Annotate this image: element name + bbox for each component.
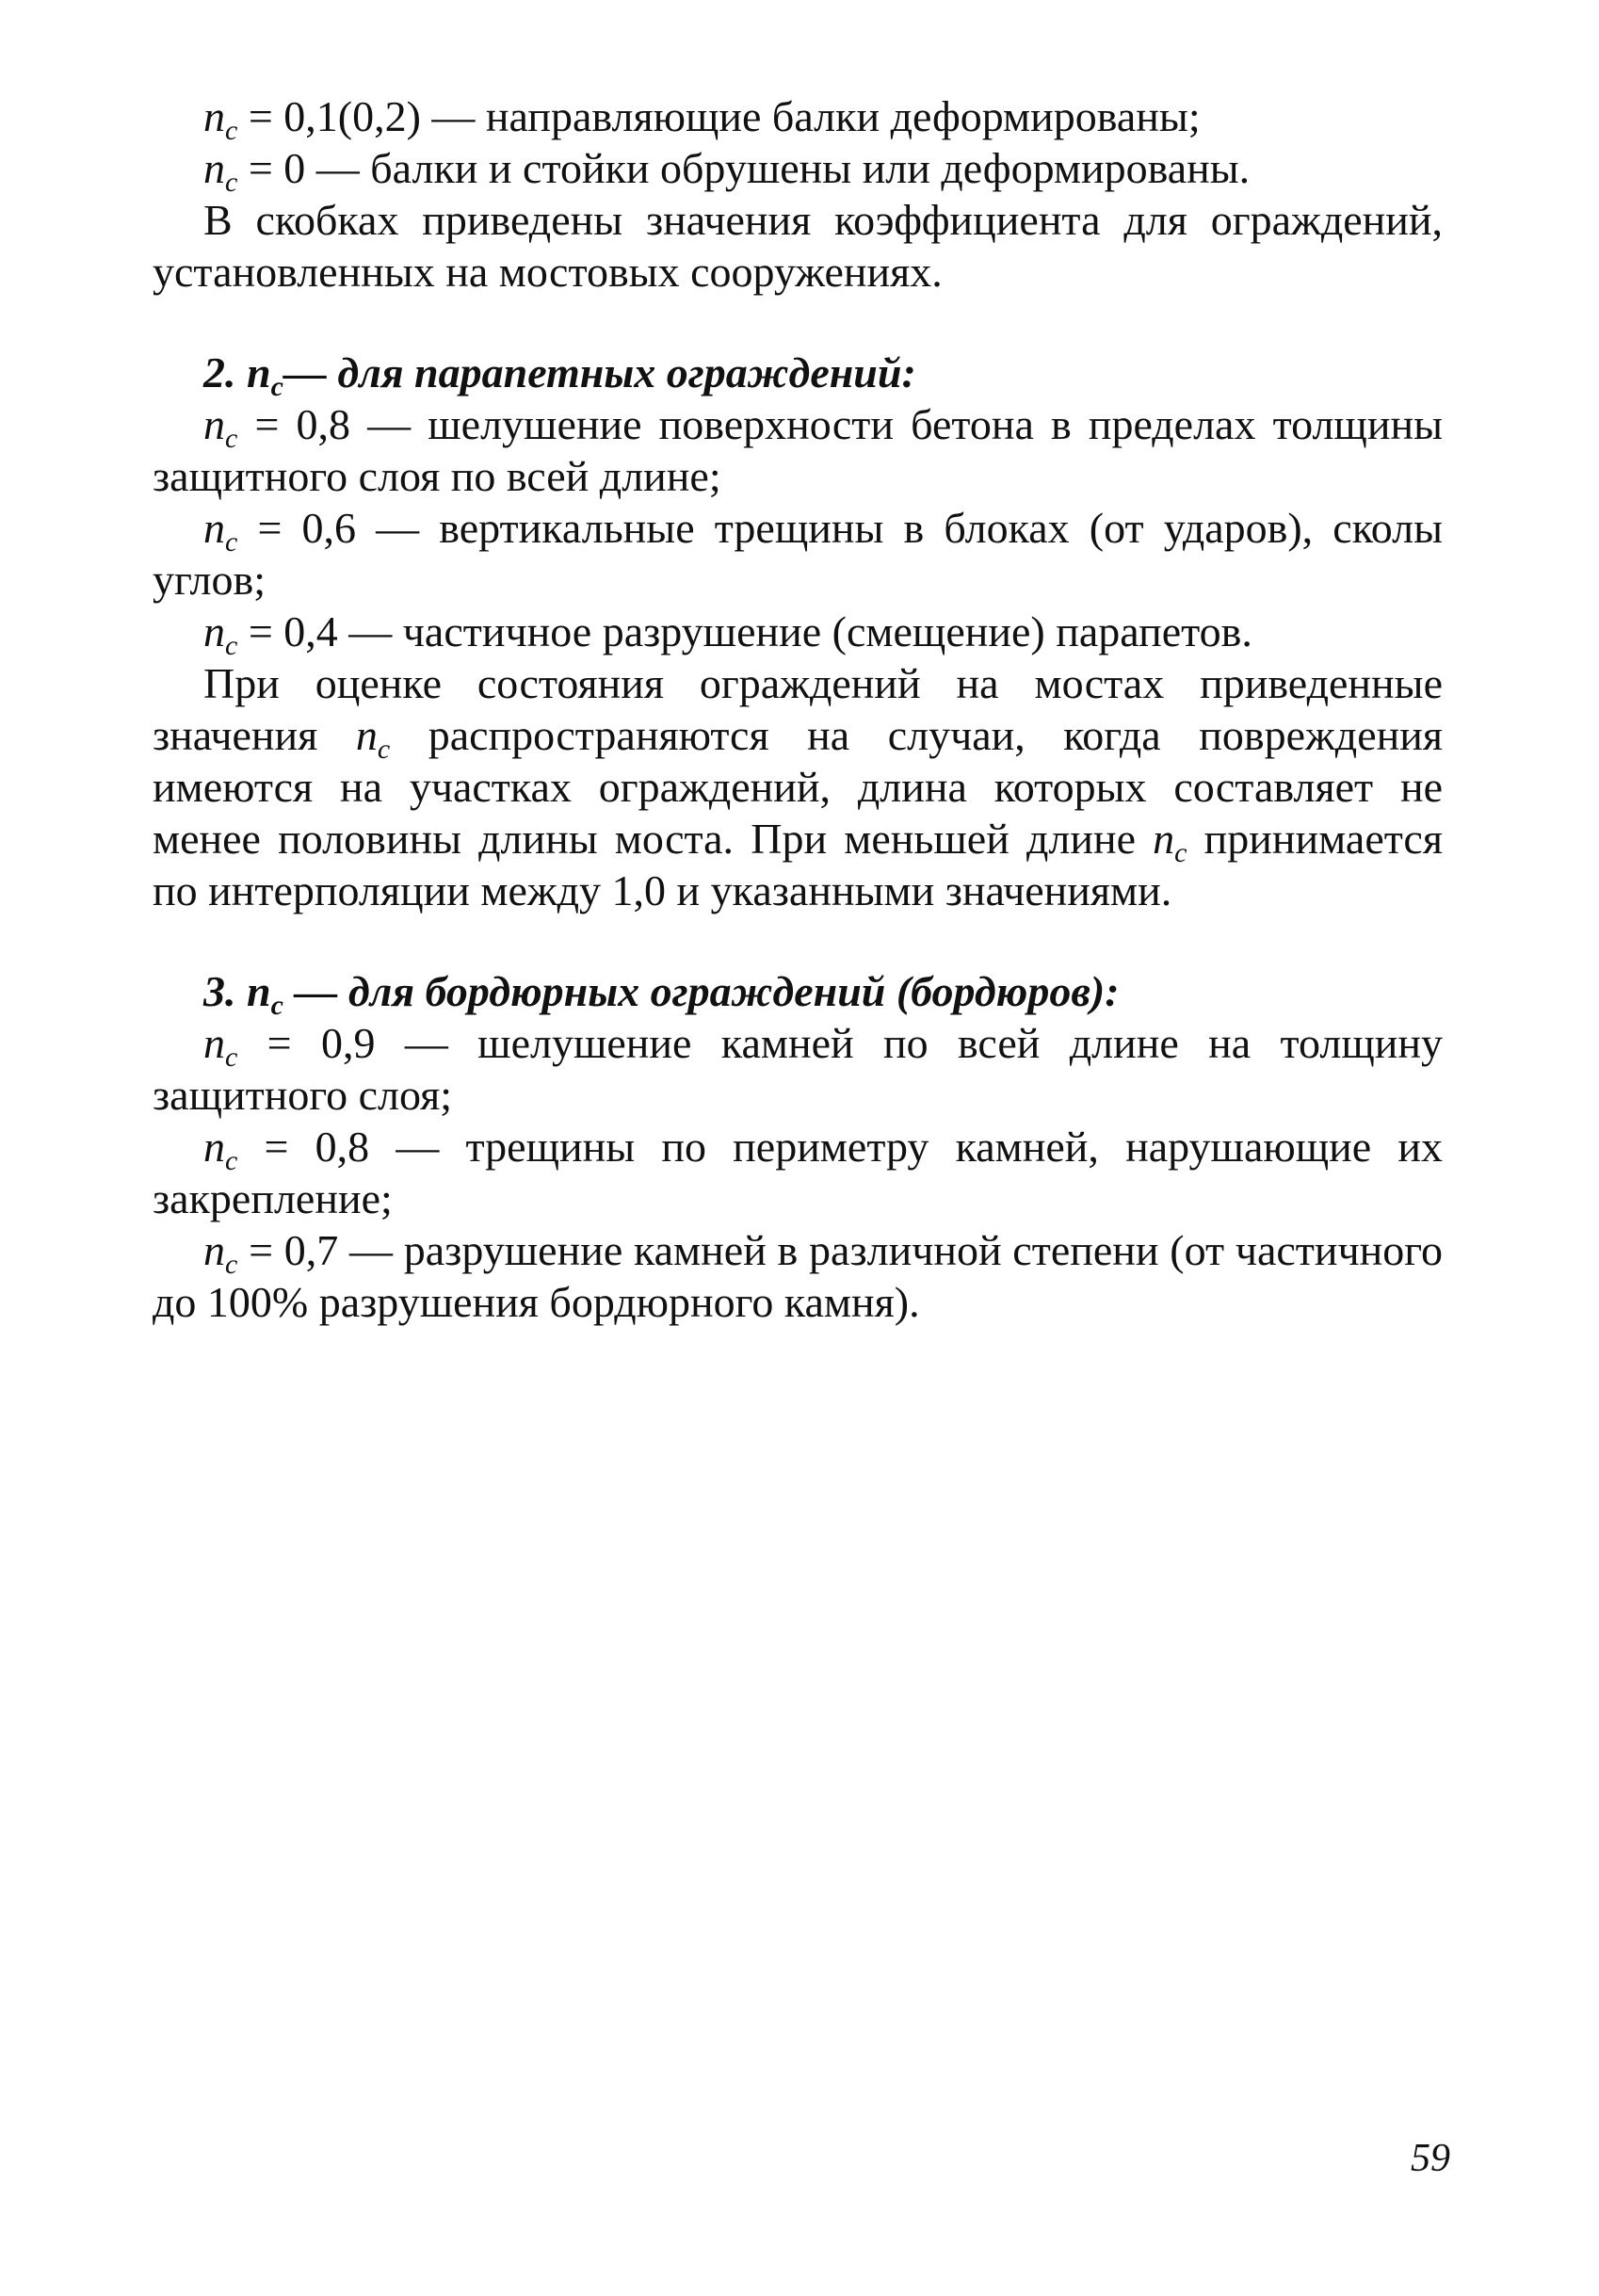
var-sub: c (225, 167, 238, 198)
paragraph-text: При оценке состояния ограждений на мостах приведенные значения (153, 659, 1443, 759)
paragraph-text: принимается по интерполяции между 1,0 и указанными значениями. (153, 815, 1444, 914)
heading-prefix: 2. (203, 348, 247, 396)
var-n: n (203, 1123, 225, 1171)
heading-section-3 (153, 965, 1443, 1021)
var-n: n (203, 92, 225, 140)
paragraph-text: = 0,4 — частичное разрушение (смещение) парапетов. (237, 607, 1252, 655)
var-sub: c (377, 734, 391, 765)
paragraph-s3-item-1 (153, 1017, 1443, 1121)
paragraph-s3-item-2 (153, 1121, 1443, 1224)
paragraph-text: распространяются на случаи, когда повреждения имеются на участках ограждений, длина которых составляет не менее половины длины моста. При меньшей длине (153, 711, 1443, 863)
paragraph-text: = 0,6 — вертикальные трещины в блоках (от ударов), сколы углов; (153, 504, 1443, 604)
paragraph-text: = 0,1(0,2) — направляющие балки деформированы; (237, 92, 1201, 140)
paragraph-text: = 0,8 — шелушение поверхности бетона в пределах толщины защитного слоя по всей длине; (153, 400, 1443, 500)
var-sub: c (225, 1145, 238, 1176)
paragraph-s2-note (153, 657, 1443, 916)
var-n: n (247, 348, 271, 396)
var-n: n (1153, 815, 1175, 863)
paragraph-text: = 0,9 — шелушение камней по всей длине на толщину защитного слоя; (153, 1019, 1443, 1119)
var-sub: c (225, 115, 238, 146)
page-number: 59 (1411, 2137, 1450, 2180)
var-sub: c (225, 630, 238, 661)
var-n: n (203, 1226, 225, 1274)
var-n: n (203, 400, 225, 448)
heading-title: — для парапетных ограждений: (283, 348, 916, 396)
var-sub: c (225, 423, 238, 454)
var-n: n (203, 504, 225, 552)
var-n: n (203, 144, 225, 192)
var-sub: c (225, 1249, 238, 1280)
paragraph-text: = 0 — балки и стойки обрушены или деформированы. (237, 144, 1251, 192)
paragraph-brackets-note: В скобках приведены значения коэффициента для ограждений, установленных на мостовых сооружениях. (153, 196, 1443, 296)
var-n: n (203, 1019, 225, 1067)
var-sub: c (270, 990, 283, 1021)
paragraph-nc-01 (153, 90, 1443, 146)
paragraph-s3-item-3 (153, 1224, 1443, 1328)
paragraph-s2-item-3 (153, 606, 1443, 661)
paragraph-text: = 0,8 — трещины по периметру камней, нарушающие их закрепление; (153, 1123, 1443, 1222)
paragraph-nc-0 (153, 142, 1443, 198)
heading-section-2 (153, 347, 1443, 402)
heading-prefix: 3. (203, 967, 247, 1015)
paragraph-s2-item-2 (153, 502, 1443, 606)
var-n: n (203, 607, 225, 655)
paragraph-s2-item-1 (153, 398, 1443, 502)
var-sub: c (1174, 837, 1187, 868)
var-n: n (355, 711, 378, 759)
var-sub: c (225, 526, 238, 558)
var-sub: c (270, 371, 283, 402)
var-n: n (247, 967, 271, 1015)
page-content (153, 90, 1443, 1328)
var-sub: c (225, 1042, 238, 1073)
paragraph-text: = 0,7 — разрушение камней в различной степени (от частичного до 100% разрушения бордюрного камня). (153, 1226, 1443, 1326)
heading-title: — для бордюрных ограждений (бордюров): (283, 967, 1120, 1015)
